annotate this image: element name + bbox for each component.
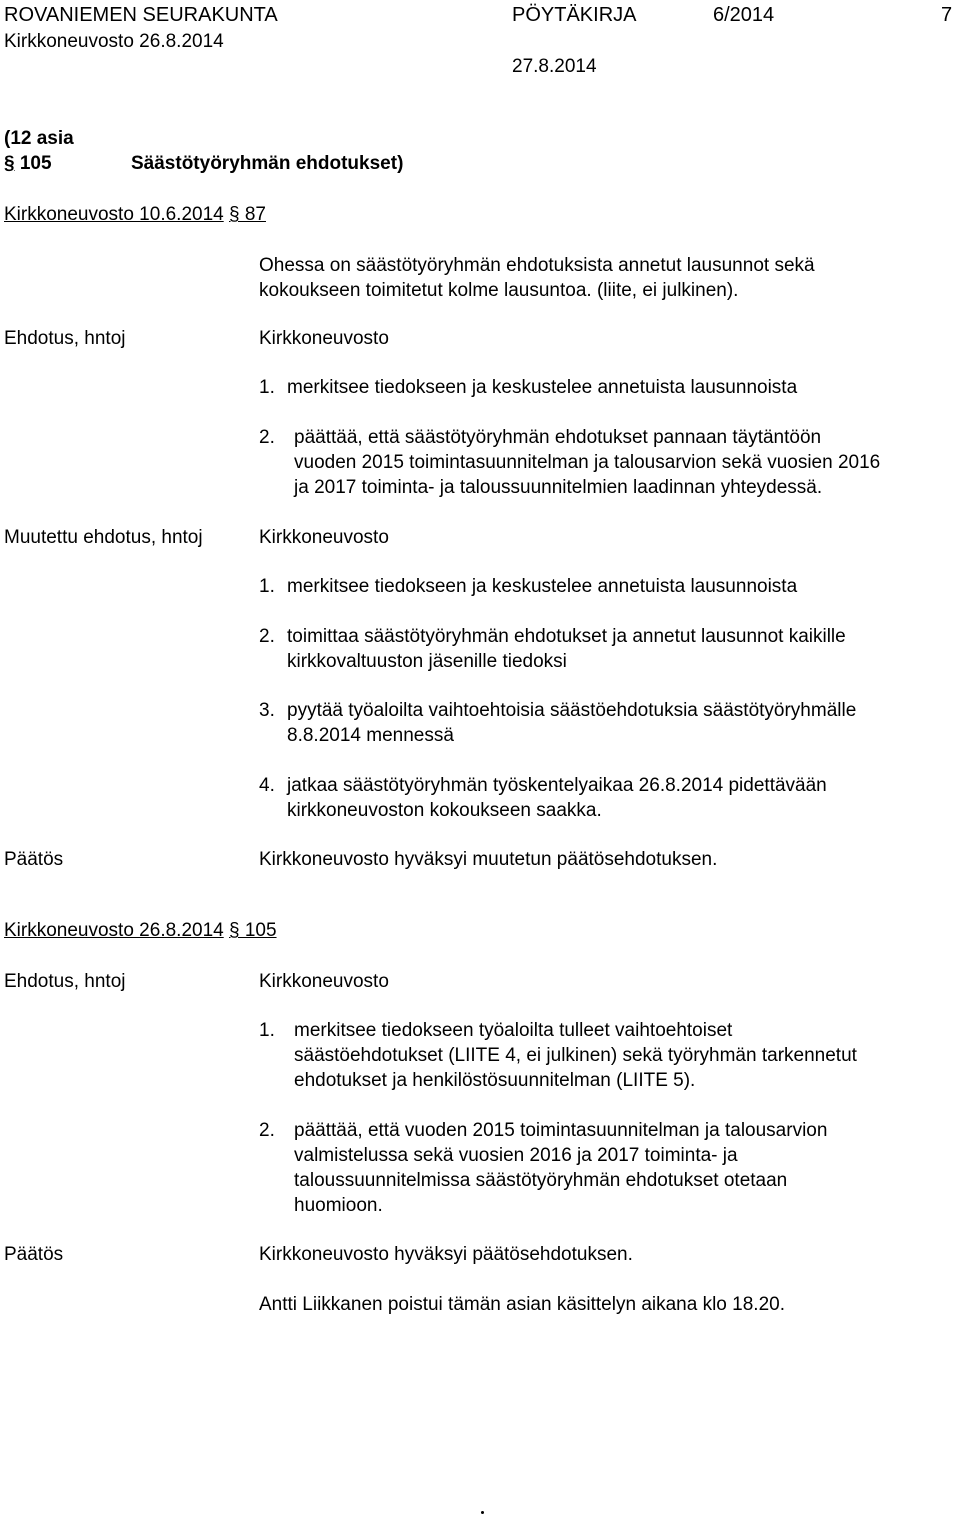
- current-meeting-reference: [4, 918, 277, 943]
- list-item-number: 2.: [259, 427, 275, 448]
- agenda-item-line: (12 asia: [4, 128, 74, 149]
- amended-proposal-body: Kirkkoneuvosto: [259, 527, 389, 548]
- list-item-line: pyytää työaloilta vaihtoehtoisia säästöehdotuksia säästötyöryhmälle: [287, 700, 857, 721]
- list-item-number: 1.: [259, 377, 275, 398]
- list-item-line: ehdotukset ja henkilöstösuunnitelman (LIITE 5).: [294, 1070, 696, 1091]
- list-item-number: 1.: [259, 1020, 275, 1041]
- section-title: [4, 151, 52, 176]
- intro-line: Ohessa on säästötyöryhmän ehdotuksista annetut lausunnot sekä: [259, 255, 815, 276]
- proposal-label: Ehdotus, hntoj: [4, 971, 126, 992]
- decision-text: Kirkkoneuvosto hyväksyi muutetun päätösehdotuksen.: [259, 849, 718, 870]
- list-item-number: 1.: [259, 576, 275, 597]
- list-item-line: vuoden 2015 toimintasuunnitelman ja talousarvion sekä vuosien 2016: [294, 452, 881, 473]
- list-item-line: ja 2017 toiminta- ja taloussuunnitelmien laadinnan yhteydessä.: [294, 477, 823, 498]
- earlier-meeting-ref-section: § 87: [229, 204, 266, 225]
- list-item-line: merkitsee tiedokseen työaloilta tulleet vaihtoehtoiset: [294, 1020, 733, 1041]
- list-item-line: kirkkovaltuuston jäsenille tiedoksi: [287, 651, 567, 672]
- list-item-line: 8.8.2014 mennessä: [287, 725, 454, 746]
- page-number: 7: [941, 4, 953, 26]
- list-item-number: 3.: [259, 700, 275, 721]
- meeting-name: Kirkkoneuvosto 26.8.2014: [4, 31, 224, 52]
- proposal-label: Ehdotus, hntoj: [4, 328, 126, 349]
- list-item-number: 2.: [259, 1120, 275, 1141]
- list-item-line: merkitsee tiedokseen ja keskustelee annetuista lausunnoista: [287, 377, 798, 398]
- list-item-line: säästöehdotukset (LIITE 4, ei julkinen) sekä työryhmän tarkennetut: [294, 1045, 857, 1066]
- list-item-line: päättää, että vuoden 2015 toimintasuunnitelman ja talousarvion: [294, 1120, 828, 1141]
- attendance-note: Antti Liikkanen poistui tämän asian käsittelyn aikana klo 18.20.: [259, 1294, 785, 1315]
- document-type: PÖYTÄKIRJA: [512, 4, 637, 26]
- proposal-body: Kirkkoneuvosto: [259, 971, 389, 992]
- current-meeting-ref-prefix: Kirkkoneuvosto 26.8.2014: [4, 920, 224, 941]
- current-meeting-ref-section: § 105: [229, 920, 277, 941]
- list-item-line: merkitsee tiedokseen ja keskustelee annetuista lausunnoista: [287, 576, 798, 597]
- list-item-line: toimittaa säästötyöryhmän ehdotukset ja annetut lausunnot kaikille: [287, 626, 846, 647]
- decision-label: Päätös: [4, 849, 64, 870]
- decision-text: Kirkkoneuvosto hyväksyi päätösehdotuksen.: [259, 1244, 633, 1265]
- list-item-number: 4.: [259, 775, 275, 796]
- proposal-body: Kirkkoneuvosto: [259, 328, 389, 349]
- earlier-meeting-ref-prefix: Kirkkoneuvosto 10.6.2014: [4, 204, 224, 225]
- list-item-line: jatkaa säästötyöryhmän työskentelyaikaa 26.8.2014 pidettävään: [287, 775, 827, 796]
- list-item-line: taloussuunnitelmissa säästötyöryhmän ehdotukset otetaan: [294, 1170, 788, 1191]
- list-item-line: valmistelussa sekä vuosien 2016 ja 2017 toiminta- ja: [294, 1145, 738, 1166]
- decision-label: Päätös: [4, 1244, 64, 1265]
- list-item-number: 2.: [259, 626, 275, 647]
- list-item-line: huomioon.: [294, 1195, 383, 1216]
- list-item-line: päättää, että säästötyöryhmän ehdotukset pannaan täytäntöön: [294, 427, 822, 448]
- section-subject: Säästötyöryhmän ehdotukset): [131, 153, 404, 174]
- intro-line: kokoukseen toimitetut kolme lausuntoa. (liite, ei julkinen).: [259, 280, 739, 301]
- document-date: 27.8.2014: [512, 56, 597, 77]
- document-number: 6/2014: [713, 4, 775, 26]
- stray-mark: [481, 1511, 484, 1514]
- list-item-line: kirkkoneuvoston kokoukseen saakka.: [287, 800, 602, 821]
- earlier-meeting-reference: [4, 202, 266, 227]
- org-name: ROVANIEMEN SEURAKUNTA: [4, 4, 278, 26]
- section-sign: §: [4, 153, 15, 174]
- amended-proposal-label: Muutettu ehdotus, hntoj: [4, 527, 203, 548]
- section-number: 105: [19, 153, 52, 174]
